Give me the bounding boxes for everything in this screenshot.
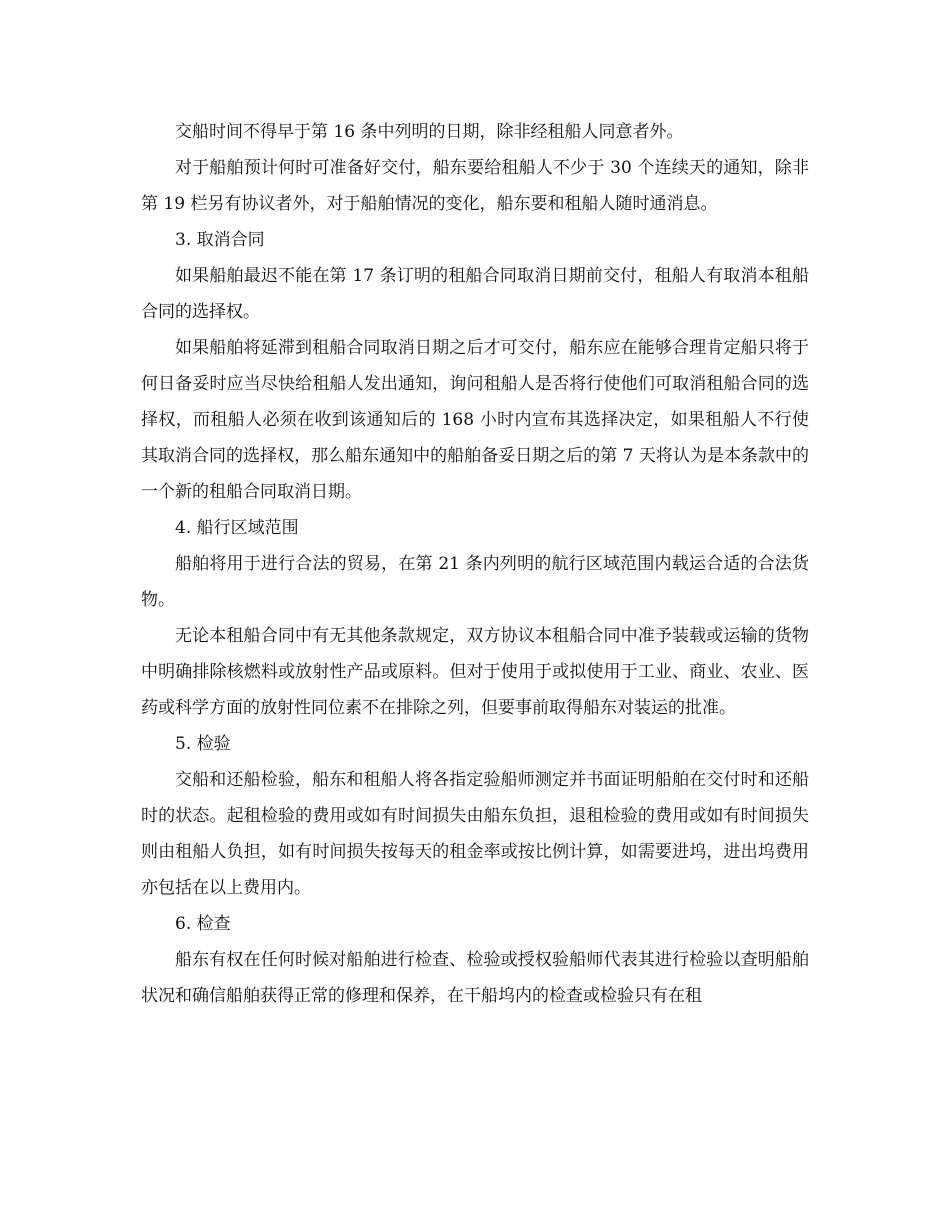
paragraph-cancellation-option: 如果船舶最迟不能在第 17 条订明的租船合同取消日期前交付，租船人有取消本租船合同的选择权。 [141,266,809,322]
document-body [141,114,809,1014]
paragraph-lawful-trade: 船舶将用于进行合法的贸易，在第 21 条内列明的航行区域范围内载运合适的合法货物。 [141,554,809,610]
heading-surveys: 5. 检验 [175,734,231,754]
heading-inspection: 6. 检查 [175,914,231,934]
paragraph-excluded-cargo: 无论本租船合同中有无其他条款规定，双方协议本租船合同中准予装载或运输的货物中明确排除核燃料或放射性产品或原料。但对于使用于或拟使用于工业、商业、农业、医药或科学方面的放射性同位素不在排除之列，但要事前取得船东对装运的批准。 [141,626,809,718]
paragraph-surveys: 交船和还船检验，船东和租船人将各指定验船师测定并书面证明船舶在交付时和还船时的状态。起租检验的费用或如有时间损失由船东负担，退租检验的费用或如有时间损失则由租船人负担，如有时间损失按每天的租金率或按比例计算，如需要进坞，进出坞费用亦包括在以上费用内。 [141,770,809,898]
heading-cancellation: 3. 取消合同 [175,230,265,250]
paragraph-delivery-notice: 对于船舶预计何时可准备好交付，船东要给租船人不少于 30 个连续天的通知，除非第 19 栏另有协议者外，对于船舶情况的变化，船东要和租船人随时通消息。 [141,158,809,214]
paragraph-cancellation-delay: 如果船舶将延滞到租船合同取消日期之后才可交付，船东应在能够合理肯定船只将于何日备妥时应当尽快给租船人发出通知，询问租船人是否将行使他们可取消租船合同的选择权，而租船人必须在收到该通知后的 168 小时内宣布其选择决定，如果租船人不行使其取消合同的选择权，那么船东通知中的船舶备妥日期之后的第 7 天将认为是本条款中的一个新的租船合同取消日期。 [141,338,809,502]
paragraph-inspection: 船东有权在任何时候对船舶进行检查、检验或授权验船师代表其进行检验以查明船舶状况和确信船舶获得正常的修理和保养，在干船坞内的检查或检验只有在租 [141,950,809,1006]
paragraph-delivery-date: 交船时间不得早于第 16 条中列明的日期，除非经租船人同意者外。 [175,122,684,142]
heading-trading-limits: 4. 船行区域范围 [175,518,299,538]
